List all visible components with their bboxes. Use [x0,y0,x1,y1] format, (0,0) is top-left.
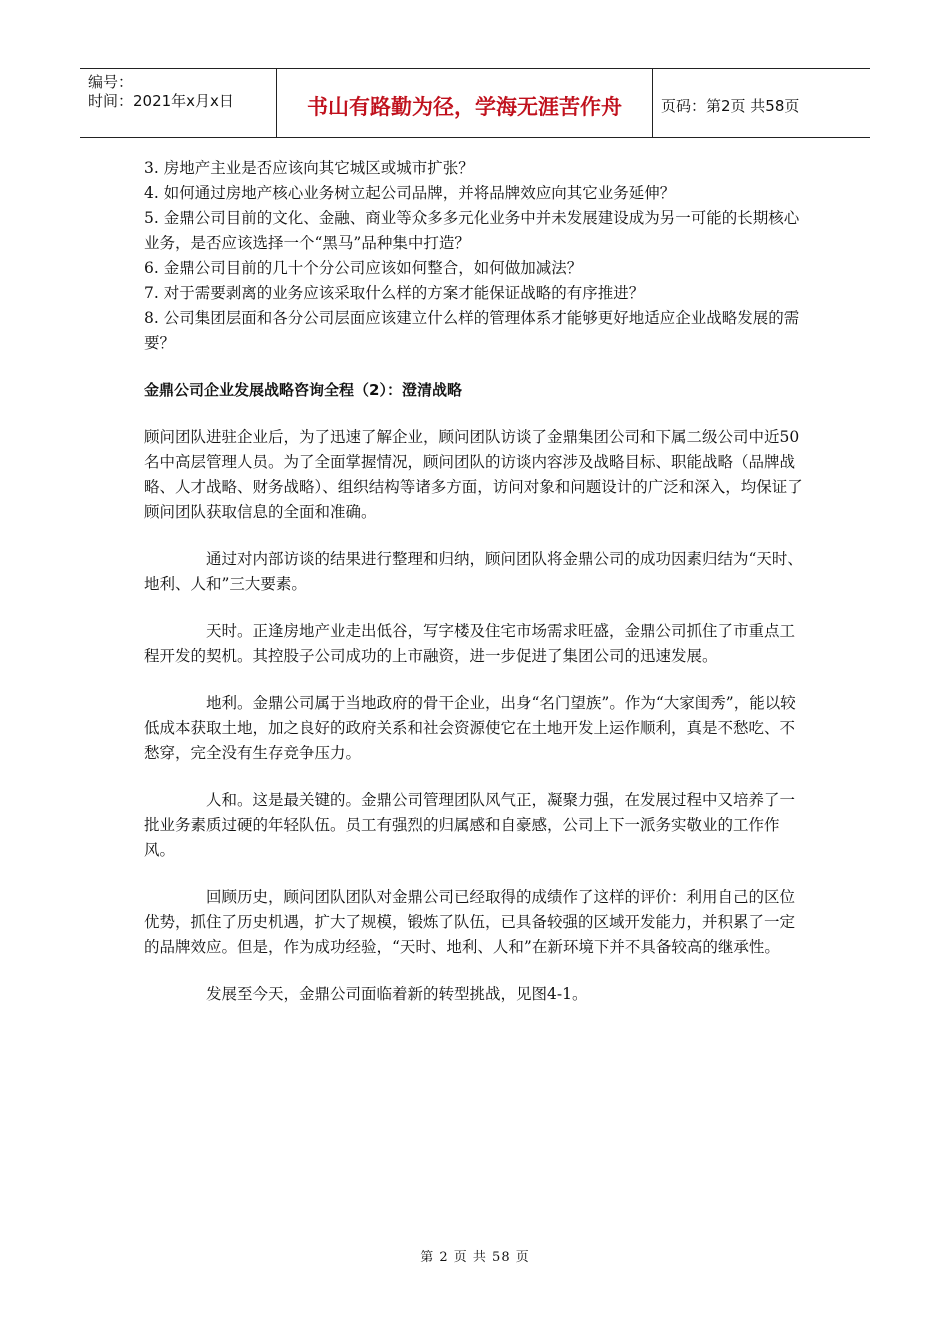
body-paragraph: 地利。金鼎公司属于当地政府的骨干企业，出身“名门望族”。作为“大家闺秀”，能以较低成本获取土地，加之良好的政府关系和社会资源使它在土地开发上运作顺利，真是不愁吃、不愁穿，完全没有生存竞争压力。 [144,694,796,762]
body-paragraph: 顾问团队进驻企业后，为了迅速了解企业，顾问团队访谈了金鼎集团公司和下属二级公司中近50名中高层管理人员。为了全面掌握情况，顾问团队的访谈内容涉及战略目标、职能战略（品牌战略、人才战略、财务战略）、组织结构等诸多方面，访问对象和问题设计的广泛和深入，均保证了顾问团队获取信息的全面和准确。 [144,428,803,521]
body-paragraph: 发展至今天，金鼎公司面临着新的转型挑战，见图4-1。 [206,985,588,1003]
list-item: 7. 对于需要剥离的业务应该采取什么样的方案才能保证战略的有序推进？ [144,284,645,302]
document-body [144,156,804,1007]
list-item: 4. 如何通过房地产核心业务树立起公司品牌，并将品牌效应向其它业务延伸？ [144,184,676,202]
body-paragraph: 通过对内部访谈的结果进行整理和归纳，顾问团队将金鼎公司的成功因素归结为“天时、地利、人和”三大要素。 [144,550,803,593]
body-paragraph: 人和。这是最关键的。金鼎公司管理团队风气正，凝聚力强，在发展过程中又培养了一批业务素质过硬的年轻队伍。员工有强烈的归属感和自豪感，公司上下一派务实敬业的工作作风。 [144,791,796,859]
document-number-label: 编号： [88,73,134,91]
list-item: 6. 金鼎公司目前的几十个分公司应该如何整合，如何做加减法？ [144,259,583,277]
header-meta-cell [80,69,277,137]
page-footer: 第 2 页 共 58 页 [420,1250,530,1265]
list-item: 5. 金鼎公司目前的文化、金融、商业等众多多元化业务中并未发展建设成为另一可能的长期核心业务，是否应该选择一个“黑马”品种集中打造？ [144,209,800,252]
header-page-info: 页码：第2页 共58页 [661,96,800,115]
header-motto: 书山有路勤为径，学海无涯苦作舟 [277,69,653,137]
body-paragraph: 天时。正逢房地产业走出低谷，写字楼及住宅市场需求旺盛，金鼎公司抓住了市重点工程开发的契机。其控股子公司成功的上市融资，进一步促进了集团公司的迅速发展。 [144,622,796,665]
list-item: 8. 公司集团层面和各分公司层面应该建立什么样的管理体系才能够更好地适应企业战略发展的需要？ [144,309,800,352]
document-header [80,68,870,138]
document-date: 时间：2021年x月x日 [88,92,234,110]
section-heading: 金鼎公司企业发展战略咨询全程（2）：澄清战略 [144,381,462,399]
list-item: 3. 房地产主业是否应该向其它城区或城市扩张？ [144,159,474,177]
body-paragraph: 回顾历史，顾问团队团队对金鼎公司已经取得的成绩作了这样的评价：利用自己的区位优势，抓住了历史机遇，扩大了规模，锻炼了队伍，已具备较强的区域开发能力，并积累了一定的品牌效应。但是，作为成功经验，“天时、地利、人和”在新环境下并不具备较高的继承性。 [144,888,796,956]
